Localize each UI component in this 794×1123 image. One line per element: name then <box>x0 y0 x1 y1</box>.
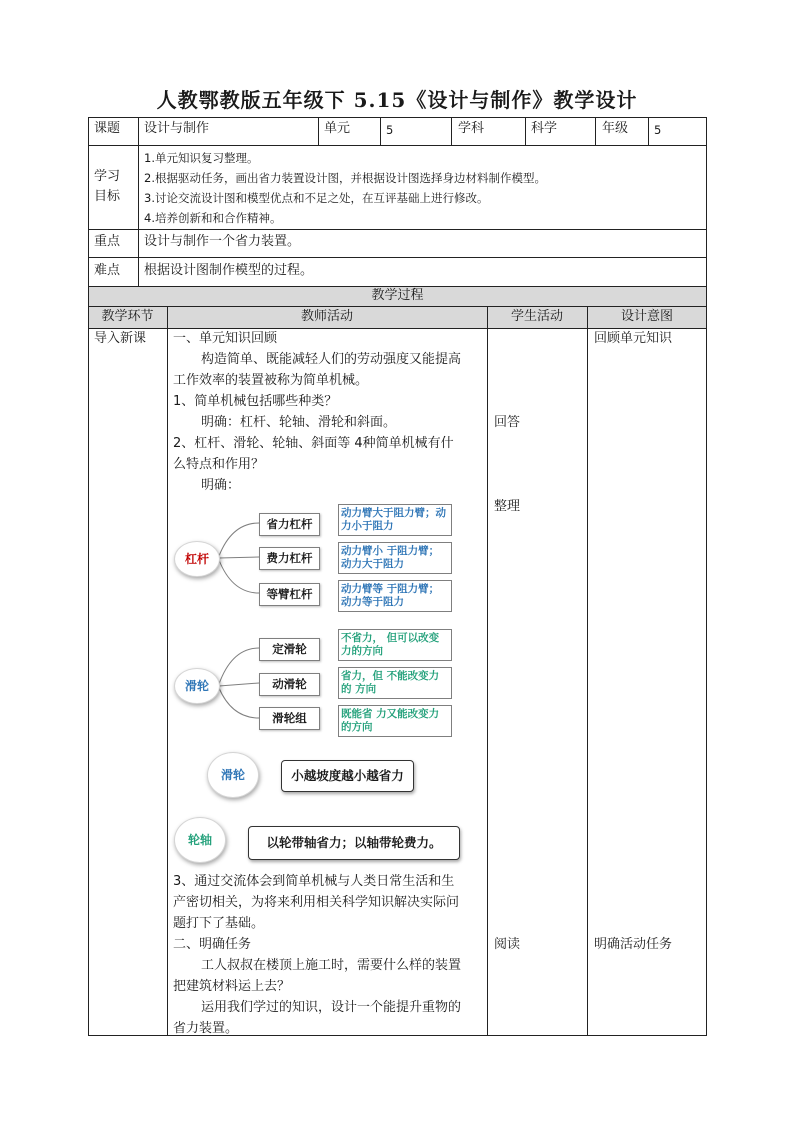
teacher-line: 工作效率的装置被称为简单机械。 <box>173 373 369 388</box>
key-label: 重点 <box>94 234 121 249</box>
rule <box>138 145 139 286</box>
pulley-desc-box: 不省力， 但可以改变力的方向 <box>338 629 452 661</box>
teacher-line: 一、单元知识回顾 <box>173 331 278 346</box>
document-title: 人教鄂教版五年级下 5.15《设计与制作》教学设计 <box>156 88 638 112</box>
teacher-line: 构造简单、既能减轻人们的劳动强度又能提高 <box>201 352 462 367</box>
axle-desc-box: 以轮带轴省力；以轴带轮费力。 <box>248 826 460 860</box>
pulley-desc-box: 既能省 力又能改变力的方向 <box>338 705 452 737</box>
teacher-line: 2、杠杆、滑轮、轮轴、斜面等 4种简单机械有什 <box>173 436 454 451</box>
goals-label-1: 学习 <box>94 169 121 184</box>
incline-node: 滑轮 <box>207 752 259 798</box>
rule <box>648 117 649 145</box>
col-stage: 教学环节 <box>101 309 154 324</box>
goals-label-2: 目标 <box>94 189 121 204</box>
col-intent: 设计意图 <box>620 309 673 324</box>
difficulty-text: 根据设计图制作模型的过程。 <box>144 263 314 278</box>
lever-type-box: 省力杠杆 <box>259 513 320 536</box>
lever-desc-box: 动力臂小 于阻力臂；动力大于阻力 <box>338 542 452 574</box>
goal-item: 4.培养创新和和合作精神。 <box>144 211 282 225</box>
course-label: 课题 <box>94 121 121 136</box>
difficulty-label: 难点 <box>94 263 121 278</box>
subject-label: 学科 <box>458 121 485 136</box>
course-value: 设计与制作 <box>144 121 210 136</box>
goal-item: 2.根据驱动任务，画出省力装置设计图，并根据设计图选择身边材料制作模型。 <box>144 171 546 185</box>
rule <box>88 145 707 146</box>
design-intent: 回顾单元知识 <box>594 331 673 346</box>
rule <box>595 117 596 145</box>
stage-text: 导入新课 <box>94 331 147 346</box>
subject-value: 科学 <box>531 121 558 136</box>
goal-item: 3.讨论交流设计图和模型优点和不足之处，在互评基础上进行修改。 <box>144 191 489 205</box>
rule <box>138 117 139 145</box>
simple-machines-diagram <box>167 498 487 868</box>
grade-label: 年级 <box>602 121 629 136</box>
unit-value: 5 <box>386 123 394 137</box>
teacher-line: 产密切相关，为将来利用相关科学知识解决实际问 <box>173 895 460 910</box>
student-activity: 回答 <box>494 415 521 430</box>
pulley-type-box: 定滑轮 <box>259 638 320 661</box>
rule <box>451 117 452 145</box>
teacher-line: 把建筑材料运上去？ <box>173 979 291 994</box>
pulley-desc-box: 省力，但 不能改变力 的 方向 <box>338 667 452 699</box>
teacher-line: 运用我们学过的知识，设计一个能提升重物的 <box>201 1000 462 1015</box>
pulley-node: 滑轮 <box>174 668 220 704</box>
teacher-line: 省力装置。 <box>173 1021 239 1036</box>
rule <box>88 229 707 230</box>
teacher-line: 1、简单机械包括哪些种类？ <box>173 394 338 409</box>
rule <box>487 306 488 1036</box>
goal-item: 1.单元知识复习整理。 <box>144 151 259 165</box>
teacher-line: 明确：杠杆、轮轴、滑轮和斜面。 <box>201 415 397 430</box>
col-student: 学生活动 <box>510 309 563 324</box>
axle-node: 轮轴 <box>174 817 226 863</box>
rule <box>706 117 707 1036</box>
rule <box>88 117 89 1036</box>
key-text: 设计与制作一个省力装置。 <box>144 234 301 249</box>
student-activity: 阅读 <box>494 937 521 952</box>
teacher-line: 3、通过交流体会到简单机械与人类日常生活和生 <box>173 874 455 889</box>
rule <box>525 117 526 145</box>
lever-node: 杠杆 <box>174 541 220 577</box>
lever-type-box: 等臂杠杆 <box>259 583 320 606</box>
col-teacher: 教师活动 <box>300 309 353 324</box>
student-activity: 整理 <box>494 499 521 514</box>
lever-desc-box: 动力臂大于阻力臂；动 力小于阻力 <box>338 504 452 536</box>
teacher-line: 题打下了基础。 <box>173 916 265 931</box>
design-intent: 明确活动任务 <box>594 937 673 952</box>
teacher-line: 工人叔叔在楼顶上施工时，需要什么样的装置 <box>201 958 462 973</box>
lever-type-box: 费力杠杆 <box>259 547 320 570</box>
rule <box>88 257 707 258</box>
rule <box>587 306 588 1036</box>
process-header: 教学过程 <box>371 288 424 303</box>
teacher-line: 么特点和作用？ <box>173 457 265 472</box>
incline-desc-box: 小越坡度越小越省力 <box>281 760 414 792</box>
pulley-type-box: 动滑轮 <box>259 673 320 696</box>
rule <box>318 117 319 145</box>
rule <box>88 117 707 118</box>
teacher-line: 二、明确任务 <box>173 937 252 952</box>
grade-value: 5 <box>654 123 662 137</box>
pulley-type-box: 滑轮组 <box>259 707 320 730</box>
rule <box>380 117 381 145</box>
unit-label: 单元 <box>324 121 351 136</box>
teacher-line: 明确： <box>201 478 241 493</box>
lever-desc-box: 动力臂等 于阻力臂；动力等于阻力 <box>338 580 452 612</box>
